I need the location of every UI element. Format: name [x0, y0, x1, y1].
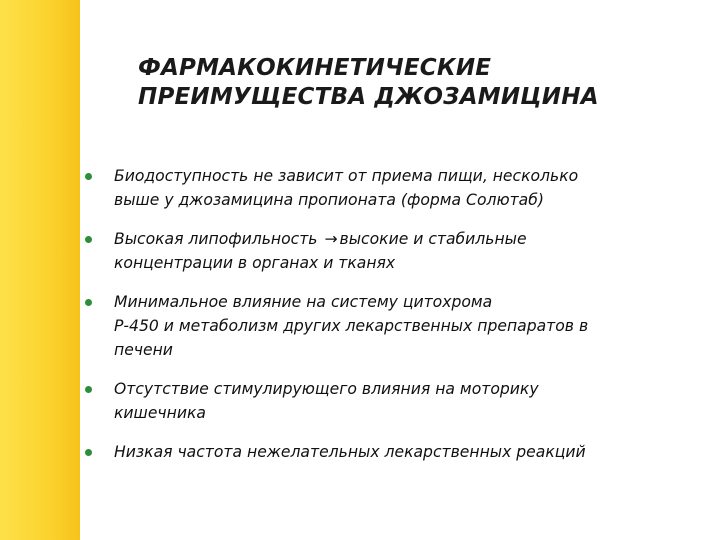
bullet-item-bioavailability [84, 164, 710, 212]
bullet-item-cytochrome [84, 290, 710, 362]
bullet-list [84, 164, 710, 479]
bullet-text-line [114, 227, 710, 251]
bullet-dot-icon [85, 386, 92, 393]
bullet-item-adverse-reactions [84, 440, 710, 464]
bullet-dot-icon [85, 299, 92, 306]
title-line-2: ПРЕИМУЩЕСТВА ДЖОЗАМИЦИНА [138, 84, 599, 110]
bullet-dot-icon [85, 173, 92, 180]
bullet-text-line: кишечника [114, 404, 206, 422]
bullet-text-line: выше у джозамицина пропионата (форма Солютаб) [114, 191, 544, 209]
arrow-right-icon: → [324, 230, 338, 248]
bullet-text-part: Высокая липофильность [114, 230, 318, 248]
yellow-side-bar [0, 0, 80, 540]
bullet-text-line: печени [114, 341, 173, 359]
bullet-text-line: Р-450 и метаболизм других лекарственных препаратов в [114, 317, 589, 335]
bullet-dot-icon [85, 449, 92, 456]
bullet-text-line: Низкая частота нежелательных лекарственных реакций [114, 443, 586, 461]
title-line-1: ФАРМАКОКИНЕТИЧЕСКИЕ [138, 55, 492, 81]
bullet-item-lipophilicity [84, 227, 710, 275]
bullet-text-line: концентрации в органах и тканях [114, 254, 396, 272]
bullet-item-motility [84, 377, 710, 425]
bullet-text-part: высокие и стабильные [339, 230, 527, 248]
bullet-dot-icon [85, 236, 92, 243]
bullet-text-line: Биодоступность не зависит от приема пищи, несколько [114, 167, 579, 185]
slide-title [138, 54, 698, 112]
bullet-text-line: Отсутствие стимулирующего влияния на моторику [114, 380, 539, 398]
bullet-text-line: Минимальное влияние на систему цитохрома [114, 293, 493, 311]
